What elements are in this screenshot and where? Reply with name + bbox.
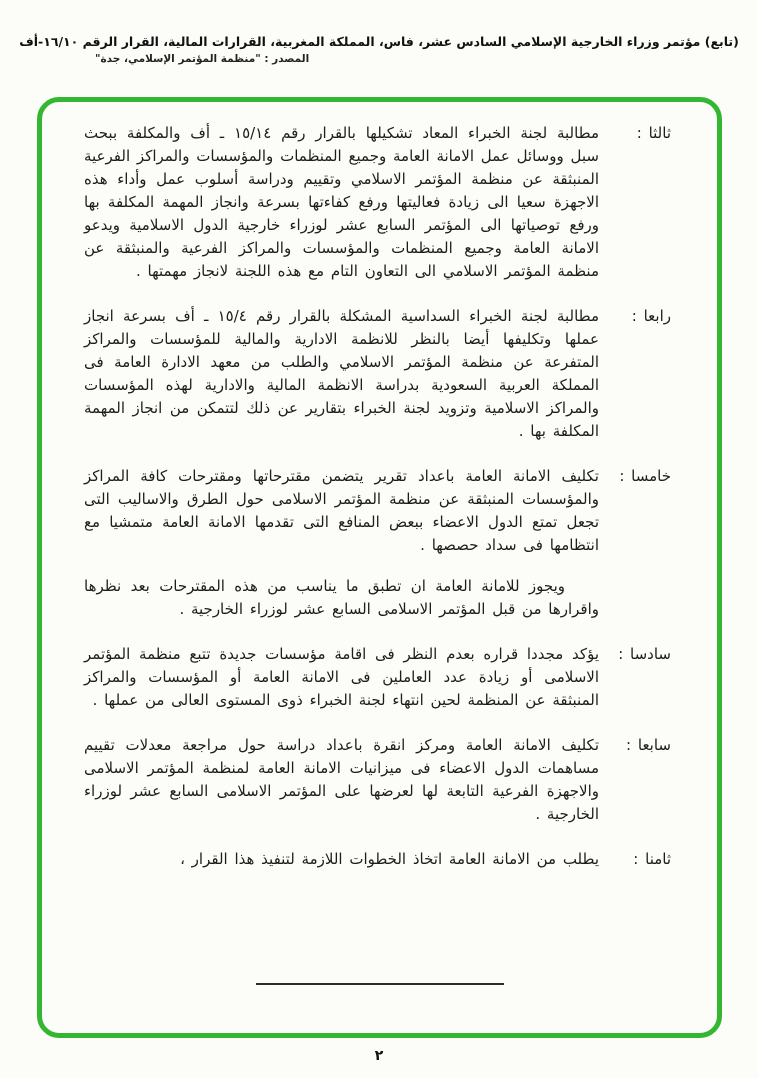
page-number: ٢ <box>374 1048 384 1064</box>
section-fifth <box>84 465 671 621</box>
header-source: المصدر : "منظمة المؤتمر الإسلامي، جدة" <box>95 53 310 65</box>
section-label: ثالثا : <box>636 124 671 142</box>
section-body <box>84 465 599 621</box>
section-body <box>84 734 599 826</box>
section-seventh <box>84 734 671 826</box>
footer-divider-line <box>256 983 504 985</box>
section-paragraph: يؤكد مجددا قراره بعدم النظر فى اقامة مؤسسات جديدة تتبع منظمة المؤتمر الاسلامى أو زيادة عدد العاملين فى الامانة العامة أو المؤسسات والمراكز المنبثقة عن المنظمة لحين انتهاء لجنة الخبراء ذوى المستوى العالى من عملها . <box>84 645 599 709</box>
section-paragraph: يطلب من الامانة العامة اتخاذ الخطوات اللازمة لتنفيذ هذا القرار ، <box>180 850 599 868</box>
section-paragraph: تكليف الامانة العامة باعداد تقرير يتضمن مقترحاتها ومقترحات كافة المراكز والمؤسسات المنبثقة عن منظمة المؤتمر الاسلامى حول الطرق والاساليب التى تجعل تمتع الدول الاعضاء ببعض المنافع التى تقدمها الامانة العامة متمشيا مع انتظامها فى سداد حصصها . <box>84 467 599 554</box>
section-label: رابعا : <box>631 307 671 325</box>
section-paragraph: تكليف الامانة العامة ومركز انقرة باعداد دراسة حول مراجعة معدلات تقييم مساهمات الدول الاعضاء فى ميزانيات الامانة العامة لمنظمة المؤتمر الاسلامى والاجهزة الفرعية التابعة لها لعرضها على المؤتمر الاسلامى السابع عشر لوزراء الخارجية . <box>84 736 599 823</box>
section-fourth <box>84 305 671 443</box>
green-border-frame <box>37 97 722 1038</box>
section-label: ثامنا : <box>633 850 671 868</box>
section-sixth <box>84 643 671 712</box>
section-paragraph: مطالبة لجنة الخبراء السداسية المشكلة بالقرار رقم ١٥/٤ ـ أف بسرعة انجاز عملها وتكليفها أيضا بالنظر للانظمة الادارية والمالية للمؤسسات والمراكز المتفرعة عن منظمة المؤتمر الاسلامي والطلب من معهد الادارة العامة فى المملكة العربية السعودية بدراسة الانظمة المالية والادارية لهذه المؤسسات والمراكز الاسلامية وتزويد لجنة الخبراء بتقارير عن ذلك لتتمكن من انجاز المهمة المكلفة بها . <box>84 307 599 440</box>
section-paragraph: ويجوز للامانة العامة ان تطبق ما يناسب من هذه المقترحات بعد نظرها واقرارها من قبل المؤتمر الاسلامى السابع عشر لوزراء الخارجية . <box>84 577 599 618</box>
section-paragraph: مطالبة لجنة الخبراء المعاد تشكيلها بالقرار رقم ١٥/١٤ ـ أف والمكلفة ببحث سبل ووسائل عمل الامانة العامة وجميع المنظمات والمؤسسات والمراكز الفرعية المنبثقة عن منظمة المؤتمر الاسلامي وتقييم ودراسة أسلوب عمل وأداء هذه الاجهزة سعيا الى زيادة فعاليتها ورفع كفاءتها بسرعة وانجاز المهمة المكلفة بها ورفع توصياتها الى المؤتمر السابع عشر لوزراء خارجية الدول الاسلامية ويدعو الامانة العامة وجميع المنظمات والمؤسسات والمراكز الفرعية والمنبثقة عن منظمة المؤتمر الاسلامي الى التعاون التام مع هذه اللجنة لانجاز مهمتها . <box>84 124 599 280</box>
section-eighth <box>84 848 671 871</box>
section-body <box>84 122 599 283</box>
header-title: (تابع) مؤتمر وزراء الخارجية الإسلامي السادس عشر، فاس، المملكة المغربية، القرارات المالية، القرار الرقم ١٦/١٠-أف <box>19 34 739 49</box>
section-body <box>84 848 599 871</box>
section-label: سادسا : <box>618 645 671 663</box>
section-label: خامسا : <box>619 467 671 485</box>
section-body <box>84 305 599 443</box>
section-label: سابعا : <box>626 736 671 754</box>
section-body <box>84 643 599 712</box>
section-third <box>84 122 671 283</box>
